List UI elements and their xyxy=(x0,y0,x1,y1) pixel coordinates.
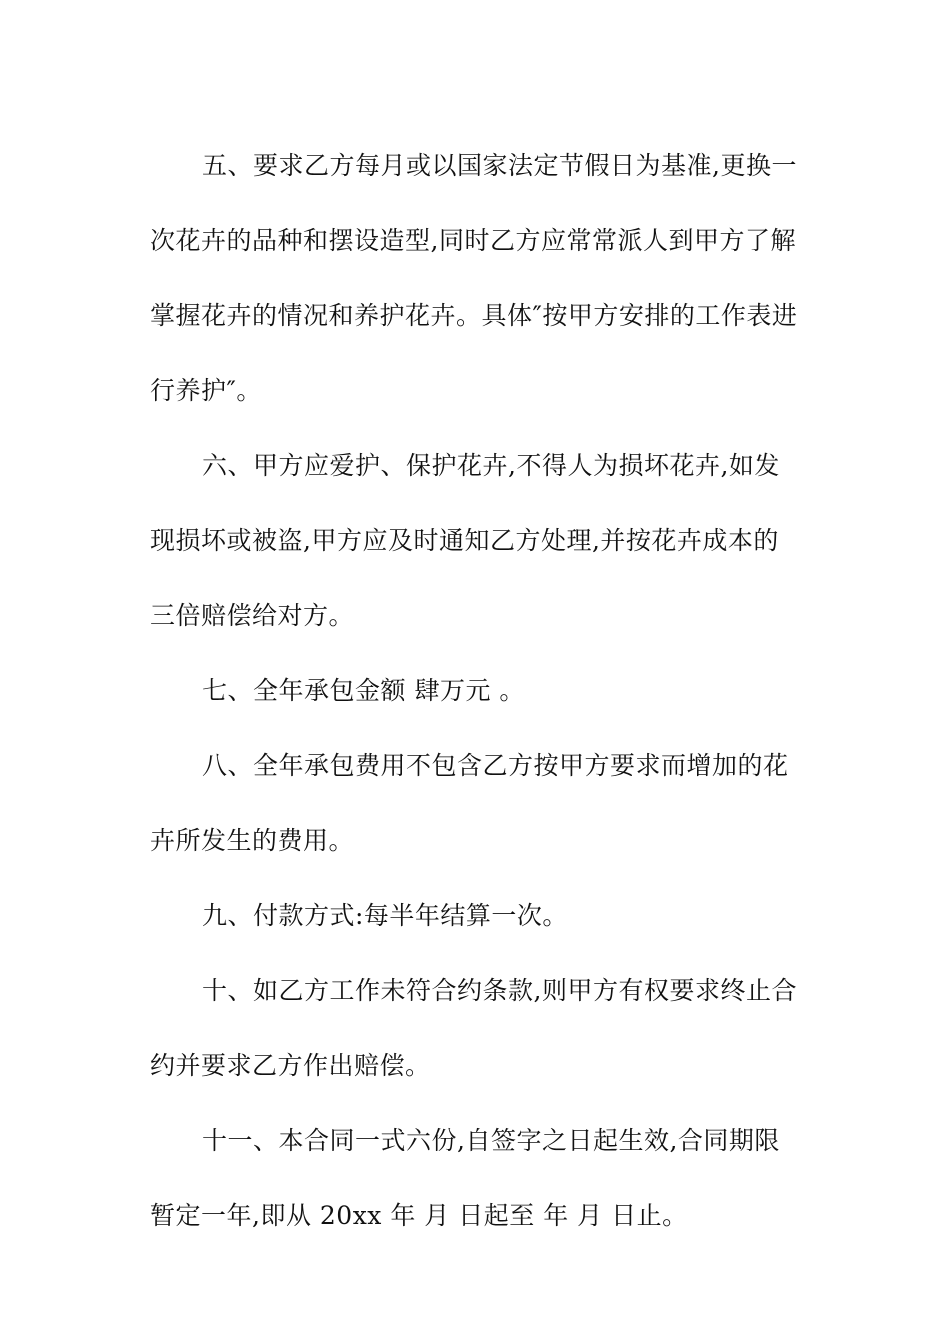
text-line: 十、如乙方工作未符合约条款,则甲方有权要求终止合 xyxy=(202,976,797,1005)
contract-text xyxy=(150,128,810,1253)
text-line: 卉所发生的费用。 xyxy=(150,826,355,855)
text-line: 暂定一年,即从 20xx 年 月 日起至 年 月 日止。 xyxy=(150,1201,688,1230)
text-line: 约并要求乙方作出赔偿。 xyxy=(150,1051,431,1080)
text-line: 八、全年承包费用不包含乙方按甲方要求而增加的花 xyxy=(202,751,789,780)
text-line: 掌握花卉的情况和养护花卉。具体″按甲方安排的工作表进 xyxy=(150,301,798,330)
text-line: 次花卉的品种和摆设造型,同时乙方应常常派人到甲方了解 xyxy=(150,226,796,255)
clause-10 xyxy=(150,953,810,1103)
text-line: 六、甲方应爱护、保护花卉,不得人为损坏花卉,如发 xyxy=(202,451,780,480)
text-line: 十一、本合同一式六份,自签字之日起生效,合同期限 xyxy=(202,1126,780,1155)
text-line: 九、付款方式:每半年结算一次。 xyxy=(202,901,568,930)
text-line: 行养护″。 xyxy=(150,376,262,405)
clause-6 xyxy=(150,428,810,653)
clause-7 xyxy=(150,653,810,728)
text-line: 现损坏或被盗,甲方应及时通知乙方处理,并按花卉成本的 xyxy=(150,526,779,555)
clause-11 xyxy=(150,1103,810,1253)
clause-8 xyxy=(150,728,810,878)
clause-9 xyxy=(150,878,810,953)
text-line: 三倍赔偿给对方。 xyxy=(150,601,355,630)
text-line: 七、全年承包金额 肆万元 。 xyxy=(202,676,525,705)
clause-5 xyxy=(150,128,810,428)
text-line: 五、要求乙方每月或以国家法定节假日为基准,更换一 xyxy=(202,151,797,180)
